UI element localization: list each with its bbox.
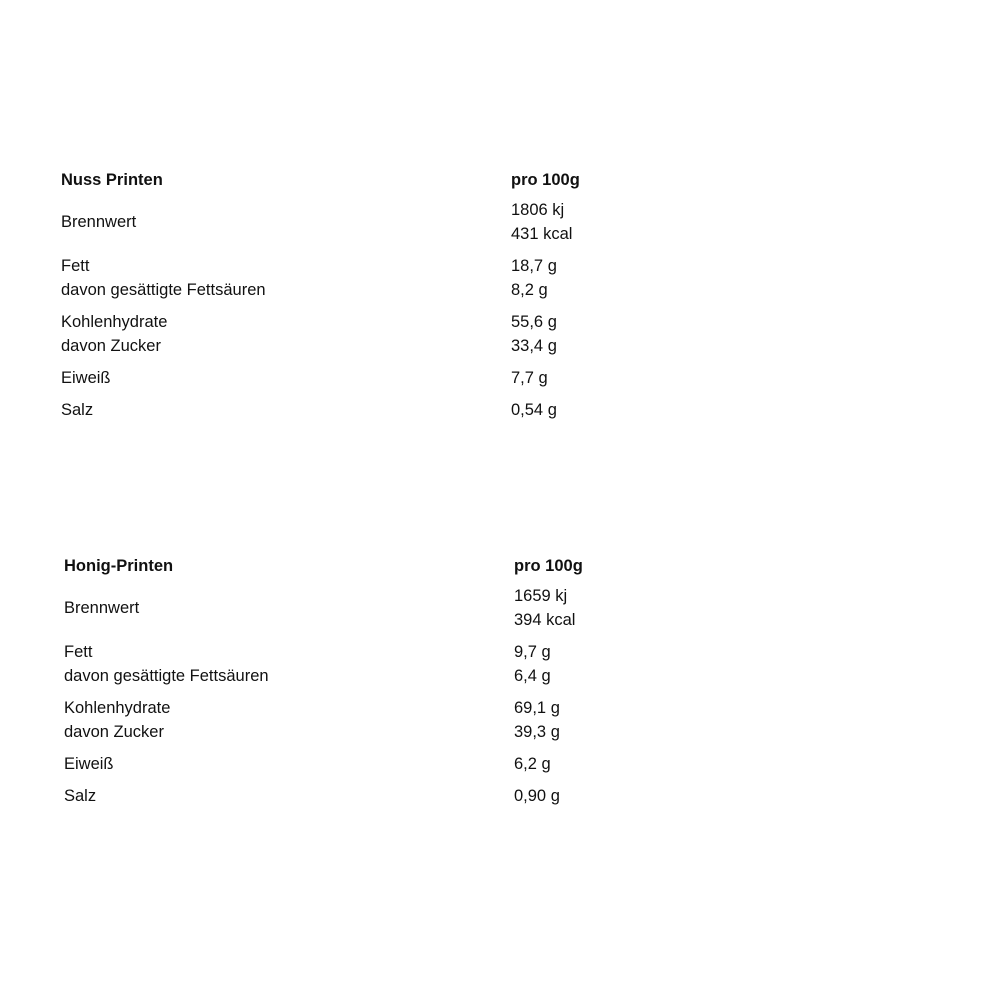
table-row-salz xyxy=(61,398,621,422)
nutrient-sublabel: davon gesättigte Fettsäuren xyxy=(64,667,269,685)
product-title: Nuss Printen xyxy=(61,171,163,189)
nutrient-sublabel: davon Zucker xyxy=(61,337,161,355)
nutrient-label: Eiweiß xyxy=(61,369,111,387)
nutrient-value: 6,4 g xyxy=(514,667,551,685)
nutrient-value: 0,54 g xyxy=(511,401,557,419)
nutrient-value: 431 kcal xyxy=(511,225,573,243)
nutrient-value: 8,2 g xyxy=(511,281,548,299)
table-row-kohlenhydrate xyxy=(61,310,621,358)
nutrient-label: Fett xyxy=(64,643,93,661)
nutrient-value: 69,1 g xyxy=(514,699,560,717)
table-row-eiweiss xyxy=(64,752,624,776)
nutrient-value: 55,6 g xyxy=(511,313,557,331)
nutrient-label: Kohlenhydrate xyxy=(61,313,168,331)
nutrient-value: 1659 kj xyxy=(514,587,568,605)
nutrient-value: 18,7 g xyxy=(511,257,557,275)
per-100g-header: pro 100g xyxy=(511,171,580,189)
nutrient-label: Brennwert xyxy=(64,599,140,617)
table-row-brennwert xyxy=(64,584,624,632)
nutrient-label: Fett xyxy=(61,257,90,275)
table-row-kohlenhydrate xyxy=(64,696,624,744)
nutrient-value: 7,7 g xyxy=(511,369,548,387)
nutrient-label: Salz xyxy=(61,401,94,419)
table-row-fett xyxy=(64,640,624,688)
nutrient-value: 0,90 g xyxy=(514,787,560,805)
table-row-fett xyxy=(61,254,621,302)
nutrient-label: Kohlenhydrate xyxy=(64,699,171,717)
table-header xyxy=(64,554,624,578)
table-header xyxy=(61,168,621,192)
nutrient-label: Brennwert xyxy=(61,213,137,231)
nutrient-label: Salz xyxy=(64,787,97,805)
nutrient-value: 33,4 g xyxy=(511,337,557,355)
nutrient-sublabel: davon Zucker xyxy=(64,723,164,741)
nutrient-sublabel: davon gesättigte Fettsäuren xyxy=(61,281,266,299)
per-100g-header: pro 100g xyxy=(514,557,583,575)
nutrient-value: 394 kcal xyxy=(514,611,576,629)
nutrition-table-nuss-printen xyxy=(61,168,621,430)
product-title: Honig-Printen xyxy=(64,557,174,575)
nutrient-value: 39,3 g xyxy=(514,723,560,741)
table-row-salz xyxy=(64,784,624,808)
nutrient-value: 1806 kj xyxy=(511,201,565,219)
nutrient-value: 9,7 g xyxy=(514,643,551,661)
nutrition-table-honig-printen xyxy=(64,554,624,816)
table-row-brennwert xyxy=(61,198,621,246)
nutrient-label: Eiweiß xyxy=(64,755,114,773)
table-row-eiweiss xyxy=(61,366,621,390)
nutrient-value: 6,2 g xyxy=(514,755,551,773)
